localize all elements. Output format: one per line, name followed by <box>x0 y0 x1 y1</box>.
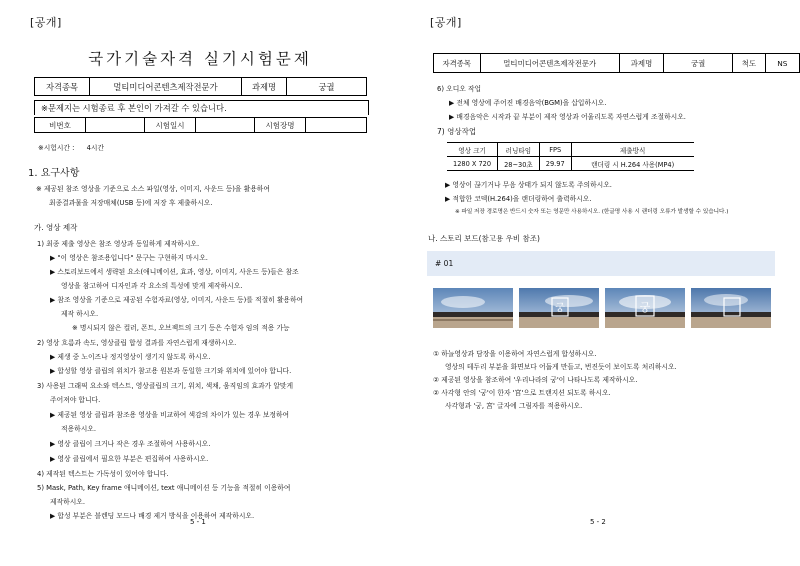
intro-line-1: ※ 제공된 참조 영상을 기준으로 소스 파일(영상, 이미지, 사운드 등)을 활용하여 <box>36 185 270 193</box>
req-line: ※ 명시되지 않은 컬러, 폰트, 오브젝트의 크기 등은 수험자 임의 적용 가능 <box>72 324 290 332</box>
req-line: 5) Mask, Path, Key frame 애니메이션, text 애니메이션 등 기능을 적절히 이용하여 <box>37 484 291 492</box>
task-value: 궁궐 <box>287 78 367 96</box>
audio-heading: 6) 오디오 작업 <box>437 85 482 93</box>
storyboard-thumbnail <box>433 288 513 328</box>
req-line: 1) 최종 제출 영상은 참조 영상과 동일하게 제작하시오. <box>37 240 200 248</box>
req-line: ▶ "이 영상은 참조용입니다" 문구는 구현하지 마시오. <box>50 254 208 262</box>
req-line: 2) 영상 흐름과 속도, 영상클립 합성 결과를 자연스럽게 재생하시오. <box>37 339 237 347</box>
spec-header: 영상 크기 <box>447 143 498 157</box>
category-value: 멀티미디어콘텐츠제작전문가 <box>90 78 242 96</box>
category-value: 멀티미디어콘텐츠제작전문가 <box>480 54 619 73</box>
storyboard-note: ① 하늘영상과 담장을 이용하여 자연스럽게 합성하시오. <box>433 350 597 358</box>
id-number-cell[interactable] <box>86 118 145 133</box>
exam-header-table <box>433 53 800 73</box>
storyboard-note: ② 사각형 안의 '궁'이 한자 '宮'으로 트랜지션 되도록 하시오. <box>433 389 611 397</box>
storyboard-note: ② 제공된 영상을 참조하여 '우리나라의 궁'이 나타나도록 제작하시오. <box>433 376 638 384</box>
storyboard-thumbnail <box>691 288 771 328</box>
req-line: ▶ 참조 영상을 기준으로 제공된 수험자료(영상, 이미지, 사운드 등)를 적절히 활용하여 <box>50 296 304 304</box>
spec-header: 러닝타임 <box>498 143 540 157</box>
palace-thumbnail-image <box>605 288 685 328</box>
req-line: 주어져야 합니다. <box>50 396 101 404</box>
task-label: 과제명 <box>242 78 287 96</box>
intro-line-2: 최종결과물을 저장매체(USB 등)에 저장 후 제출하시오. <box>49 199 213 207</box>
req-line: 제작하시오. <box>50 498 85 506</box>
scene-bar <box>427 251 775 276</box>
spec-cell: 29.97 <box>539 157 571 171</box>
id-table <box>34 117 367 133</box>
storyboard-note: 영상의 테두리 부분을 화면보다 어둡게 만들고, 번진듯이 보이도록 처리하시오. <box>445 363 677 371</box>
video-note: ※ 파일 저장 경로명은 반드시 숫자 또는 영문만 사용하시오. (한글명 사용 시 랜더링 오류가 발생할 수 있습니다.) <box>455 209 729 215</box>
page-number: 5 - 2 <box>590 518 606 526</box>
thumb-glyph: 궁 <box>555 303 565 314</box>
time-value: 4시간 <box>86 144 105 152</box>
spec-cell: 1280 X 720 <box>447 157 498 171</box>
take-home-notice: ※문제지는 시험종료 후 본인이 가져갈 수 있습니다. <box>34 100 369 115</box>
category-label: 자격종목 <box>35 78 90 96</box>
public-tag: [공개] <box>30 16 62 29</box>
palace-thumbnail-image <box>691 288 771 328</box>
audio-line: ▶ 전체 영상에 주어진 배경음악(BGM)을 삽입하시오. <box>449 99 607 107</box>
req-line: 영상을 참고하여 디자인과 각 요소의 특성에 맞게 제작하시오. <box>61 282 243 290</box>
exam-date-label: 시험일시 <box>145 118 196 133</box>
storyboard-thumbnail <box>605 288 685 328</box>
req-line: 4) 제작된 텍스트는 가독성이 있어야 합니다. <box>37 470 169 478</box>
req-line: 제작 하시오. <box>61 310 99 318</box>
time-row <box>38 141 104 155</box>
scene-label: # 01 <box>435 259 454 268</box>
storyboard-thumbnail <box>519 288 599 328</box>
video-heading: 7) 영상작업 <box>437 127 477 136</box>
storyboard-note: 사각형과 '궁, 宮' 글자에 그림자를 적용하시오. <box>445 402 583 410</box>
time-label: ※시험시간 : <box>38 144 75 152</box>
thumb-glyph: 궁 <box>639 301 651 314</box>
video-spec-table <box>447 142 694 171</box>
spec-cell: 랜더링 시 H.264 사용(MP4) <box>571 157 694 171</box>
category-label: 자격종목 <box>434 54 481 73</box>
req-line: ▶ 합성할 영상 클립의 위치가 참고용 원본과 동일한 크기와 위치에 있어야 합니다. <box>50 367 292 375</box>
req-line: ▶ 영상 클립이 크거나 작은 경우 조절하여 사용하시오. <box>50 440 211 448</box>
subsection-heading: 가. 영상 제작 <box>34 223 78 232</box>
venue-label: 시험장명 <box>255 118 306 133</box>
req-line: ▶ 제공된 영상 클립과 참조용 영상을 비교하여 색감의 차이가 있는 경우 보정하여 <box>50 411 290 419</box>
spec-header: FPS <box>539 143 571 157</box>
public-tag: [공개] <box>430 16 462 29</box>
video-line: ▶ 적합한 코덱(H.264)을 랜더링하여 출력하시오. <box>445 195 592 203</box>
spec-header: 제출방식 <box>571 143 694 157</box>
req-line: ▶ 합성 부분은 블렌딩 모드나 배경 제거 방식을 이용하여 제작하시오. <box>50 512 255 520</box>
req-line: 적용하시오. <box>61 425 96 433</box>
req-line: 3) 사용된 그래픽 요소와 텍스트, 영상클립의 크기, 위치, 색채, 움직임의 효과가 알맞게 <box>37 382 294 390</box>
spec-cell: 28~30초 <box>498 157 540 171</box>
palace-thumbnail-image <box>433 288 513 328</box>
scale-label: 척도 <box>733 54 766 73</box>
id-number-label: 비번호 <box>35 118 86 133</box>
req-line: ▶ 스토리보드에서 생략된 요소(애니메이션, 효과, 영상, 이미지, 사운드 등)들은 참조 <box>50 268 299 276</box>
req-line: ▶ 영상 클립에서 필요한 부분은 편집하여 사용하시오. <box>50 455 209 463</box>
storyboard-heading: 나. 스토리 보드(참고용 우비 참조) <box>428 234 540 243</box>
palace-thumbnail-image <box>519 288 599 328</box>
req-line: ▶ 제생 중 노이즈나 정지영상이 생기지 않도록 하시오. <box>50 353 211 361</box>
page-title: 국가기술자격 실기시험문제 <box>88 50 312 68</box>
venue-cell[interactable] <box>306 118 367 133</box>
exam-info-table <box>34 77 367 96</box>
task-label: 과제명 <box>619 54 663 73</box>
section-heading: 1. 요구사항 <box>28 168 80 179</box>
video-line: ▶ 영상이 끊기거나 무음 상태가 되지 않도록 주의하시오. <box>445 181 612 189</box>
page-number: 5 - 1 <box>190 518 206 526</box>
audio-line: ▶ 배경음악은 시작과 끝 부분이 제작 영상과 어울리도록 자연스럽게 조절하시오. <box>449 113 686 121</box>
scale-value: NS <box>765 54 799 73</box>
exam-date-cell[interactable] <box>196 118 255 133</box>
task-value: 궁궐 <box>664 54 733 73</box>
